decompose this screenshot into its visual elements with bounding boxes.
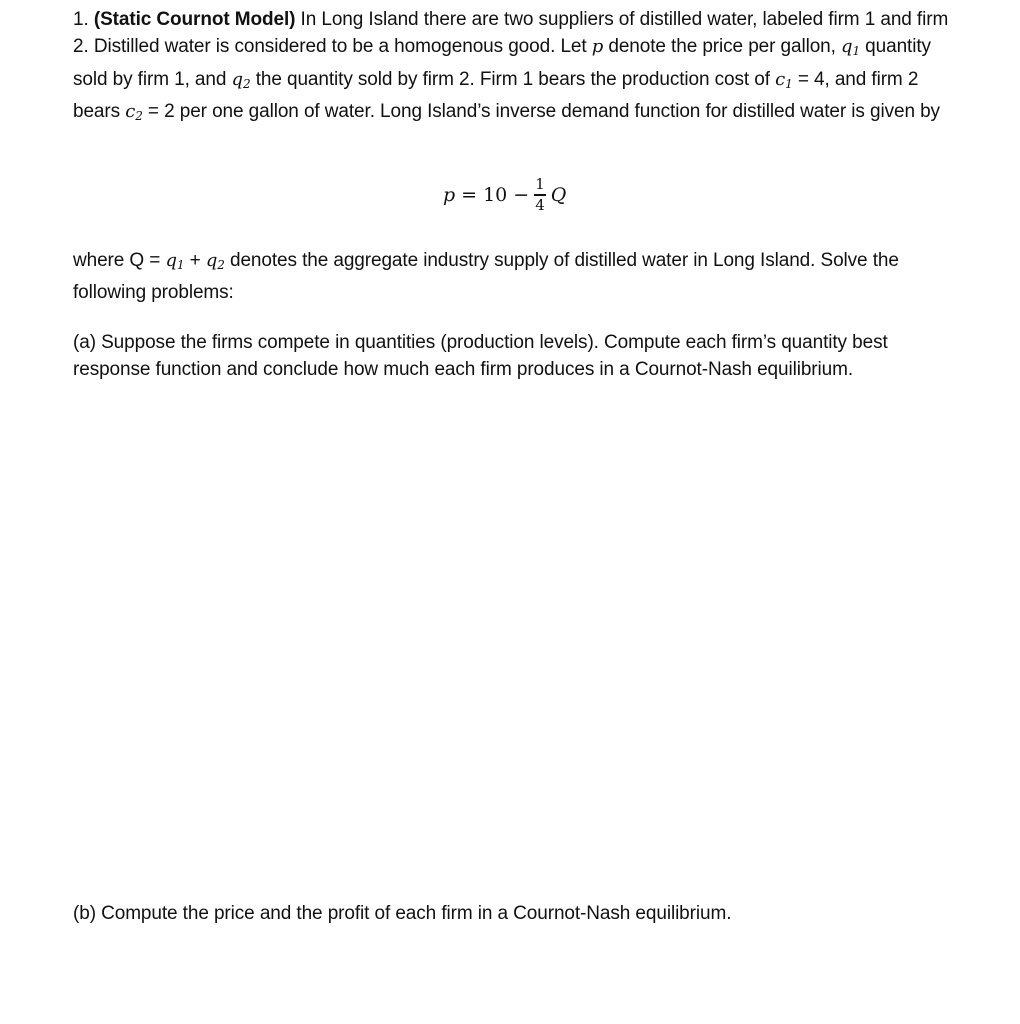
equation-equals: = — [461, 184, 478, 206]
var-q1: $q_1$ — [841, 36, 860, 59]
problem-number: 1. — [73, 9, 89, 30]
var-c2: $c_2$ — [125, 100, 143, 123]
question-part-a: (a) Suppose the firms compete in quantities (production levels). Compute each firm’s quantity best response function and conclude how much each firm produces in a Cournot-Nash equilibrium. — [73, 332, 888, 381]
where-text-2: denotes the aggregate industry supply of distilled water in Long Island. Solve the following problems: — [73, 250, 899, 304]
problem-intro — [73, 6, 953, 130]
fraction-numerator: 1 — [535, 175, 545, 194]
intro-text-6: = 2 per one gallon of water. Long Island’s inverse demand function for distilled water is given by — [142, 100, 940, 122]
var-c1: $c_1$ — [775, 68, 793, 91]
where-var-q2: $q_2$ — [205, 250, 225, 272]
equation-minus: − — [513, 184, 530, 206]
intro-text-2: denote the price per gallon, — [603, 36, 842, 58]
equation-fraction — [533, 176, 547, 213]
where-var-q1: $q_1$ — [165, 250, 185, 272]
var-q2: $q_2$ — [231, 68, 251, 91]
where-text-1: where Q = — [73, 250, 166, 271]
demand-equation — [443, 168, 566, 222]
question-part-b: (b) Compute the price and the profit of each firm in a Cournot-Nash equilibrium. — [73, 903, 732, 924]
equation-lhs: p — [443, 184, 456, 206]
intro-text-1: In Long Island there are two suppliers of distilled water, labeled firm 1 and firm 2. Distilled water is considered to be a homogenous good. Let — [73, 9, 949, 58]
problem-title: (Static Cournot Model) — [93, 9, 296, 30]
where-plus: + — [184, 250, 206, 271]
where-paragraph — [73, 247, 953, 307]
intro-text-5: = 4, and firm 2 bears — [73, 68, 919, 122]
equation-variable: Q — [550, 184, 567, 206]
equation-constant: 10 — [483, 184, 508, 206]
var-p: p — [591, 36, 604, 58]
fraction-denominator: 4 — [535, 195, 545, 214]
intro-text-4: the quantity sold by firm 2. Firm 1 bears the production cost of — [250, 68, 776, 90]
intro-text-3: quantity sold by firm 1, and — [73, 36, 931, 90]
